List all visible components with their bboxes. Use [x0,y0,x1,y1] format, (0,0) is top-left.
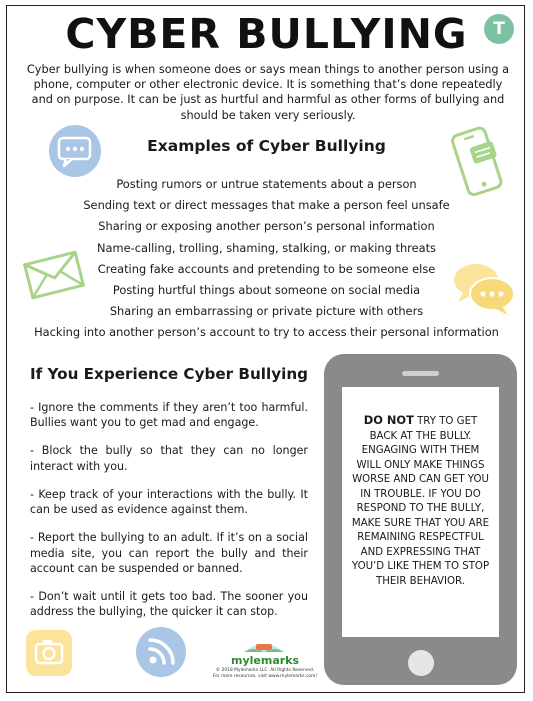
tips-list [30,400,308,632]
experience-heading: If You Experience Cyber Bullying [30,365,309,383]
t-logo-icon: T [484,14,514,44]
camera-icon [24,628,74,678]
footer-copyright: © 2018 Mylemarks LLC. All Rights Reserved. [215,668,315,673]
tip-item: - Don’t wait until it gets too bad. The sooner you address the bullying, the quicker it can stop. [30,590,308,619]
phone-home-button [408,650,434,676]
example-item: Name-calling, trolling, shaming, stalking, or making threats [97,240,436,255]
footer-more-resources: For more resources, visit www.mylemarks.com! [212,674,318,679]
mylemarks-logo-icon [242,638,286,654]
examples-heading: Examples of Cyber Bullying [147,137,386,155]
footer-brand: mylemarks [231,654,300,667]
warning-body: TRY TO GET BACK AT THE BULLY. ENGAGING WITH THEM WILL ONLY MAKE THINGS WORSE AND CAN GET YOU IN TROUBLE. IF YOU DO RESPOND TO THE BULLY, MAKE SURE THAT YOU ARE REMAINING RESPECTFUL AND EXPRESSING THAT YOU’D LIKE THEM TO STOP THEIR BEHAVIOR. [351,416,490,587]
phone-warning-text [349,413,492,589]
phone-screen [342,387,499,637]
example-item: Creating fake accounts and pretending to be someone else [97,261,436,276]
tip-item: - Ignore the comments if they aren’t too harmful. Bullies want you to get mad and engage. [30,401,308,430]
warning-emphasis: DO NOT [363,413,414,427]
example-item: Posting hurtful things about someone on social media [112,282,421,297]
tip-item: - Report the bullying to an adult. If it’s on a social media site, you can report the bully and their account can be suspended or banned. [30,531,308,576]
rss-icon [135,626,187,678]
envelope-icon [22,244,86,306]
phone-graphic [324,354,517,685]
example-item: Sharing or exposing another person’s personal information [98,219,435,234]
tip-item: - Block the bully so that they can no longer interact with you. [30,444,308,473]
example-item: Posting rumors or untrue statements about a person [116,177,417,191]
page-title: CYBER BULLYING [65,10,468,58]
example-item: Sharing an embarrassing or private picture with others [109,304,424,319]
example-item: Hacking into another person’s account to try to access their personal information [34,325,499,340]
speech-bubbles-icon [448,258,520,318]
tip-item: - Keep track of your interactions with the bully. It can be used as evidence against them. [30,487,308,517]
intro-paragraph: Cyber bullying is when someone does or says mean things to another person using a phone, computer or other electronic device. It is something that’s done repeatedly and on purpose. It can be just as hurtful and harmful as other forms of bullying and should be taken very seriously. [26,63,510,122]
phone-speaker [402,371,439,376]
example-item: Sending text or direct messages that make a person feel unsafe [83,198,450,213]
